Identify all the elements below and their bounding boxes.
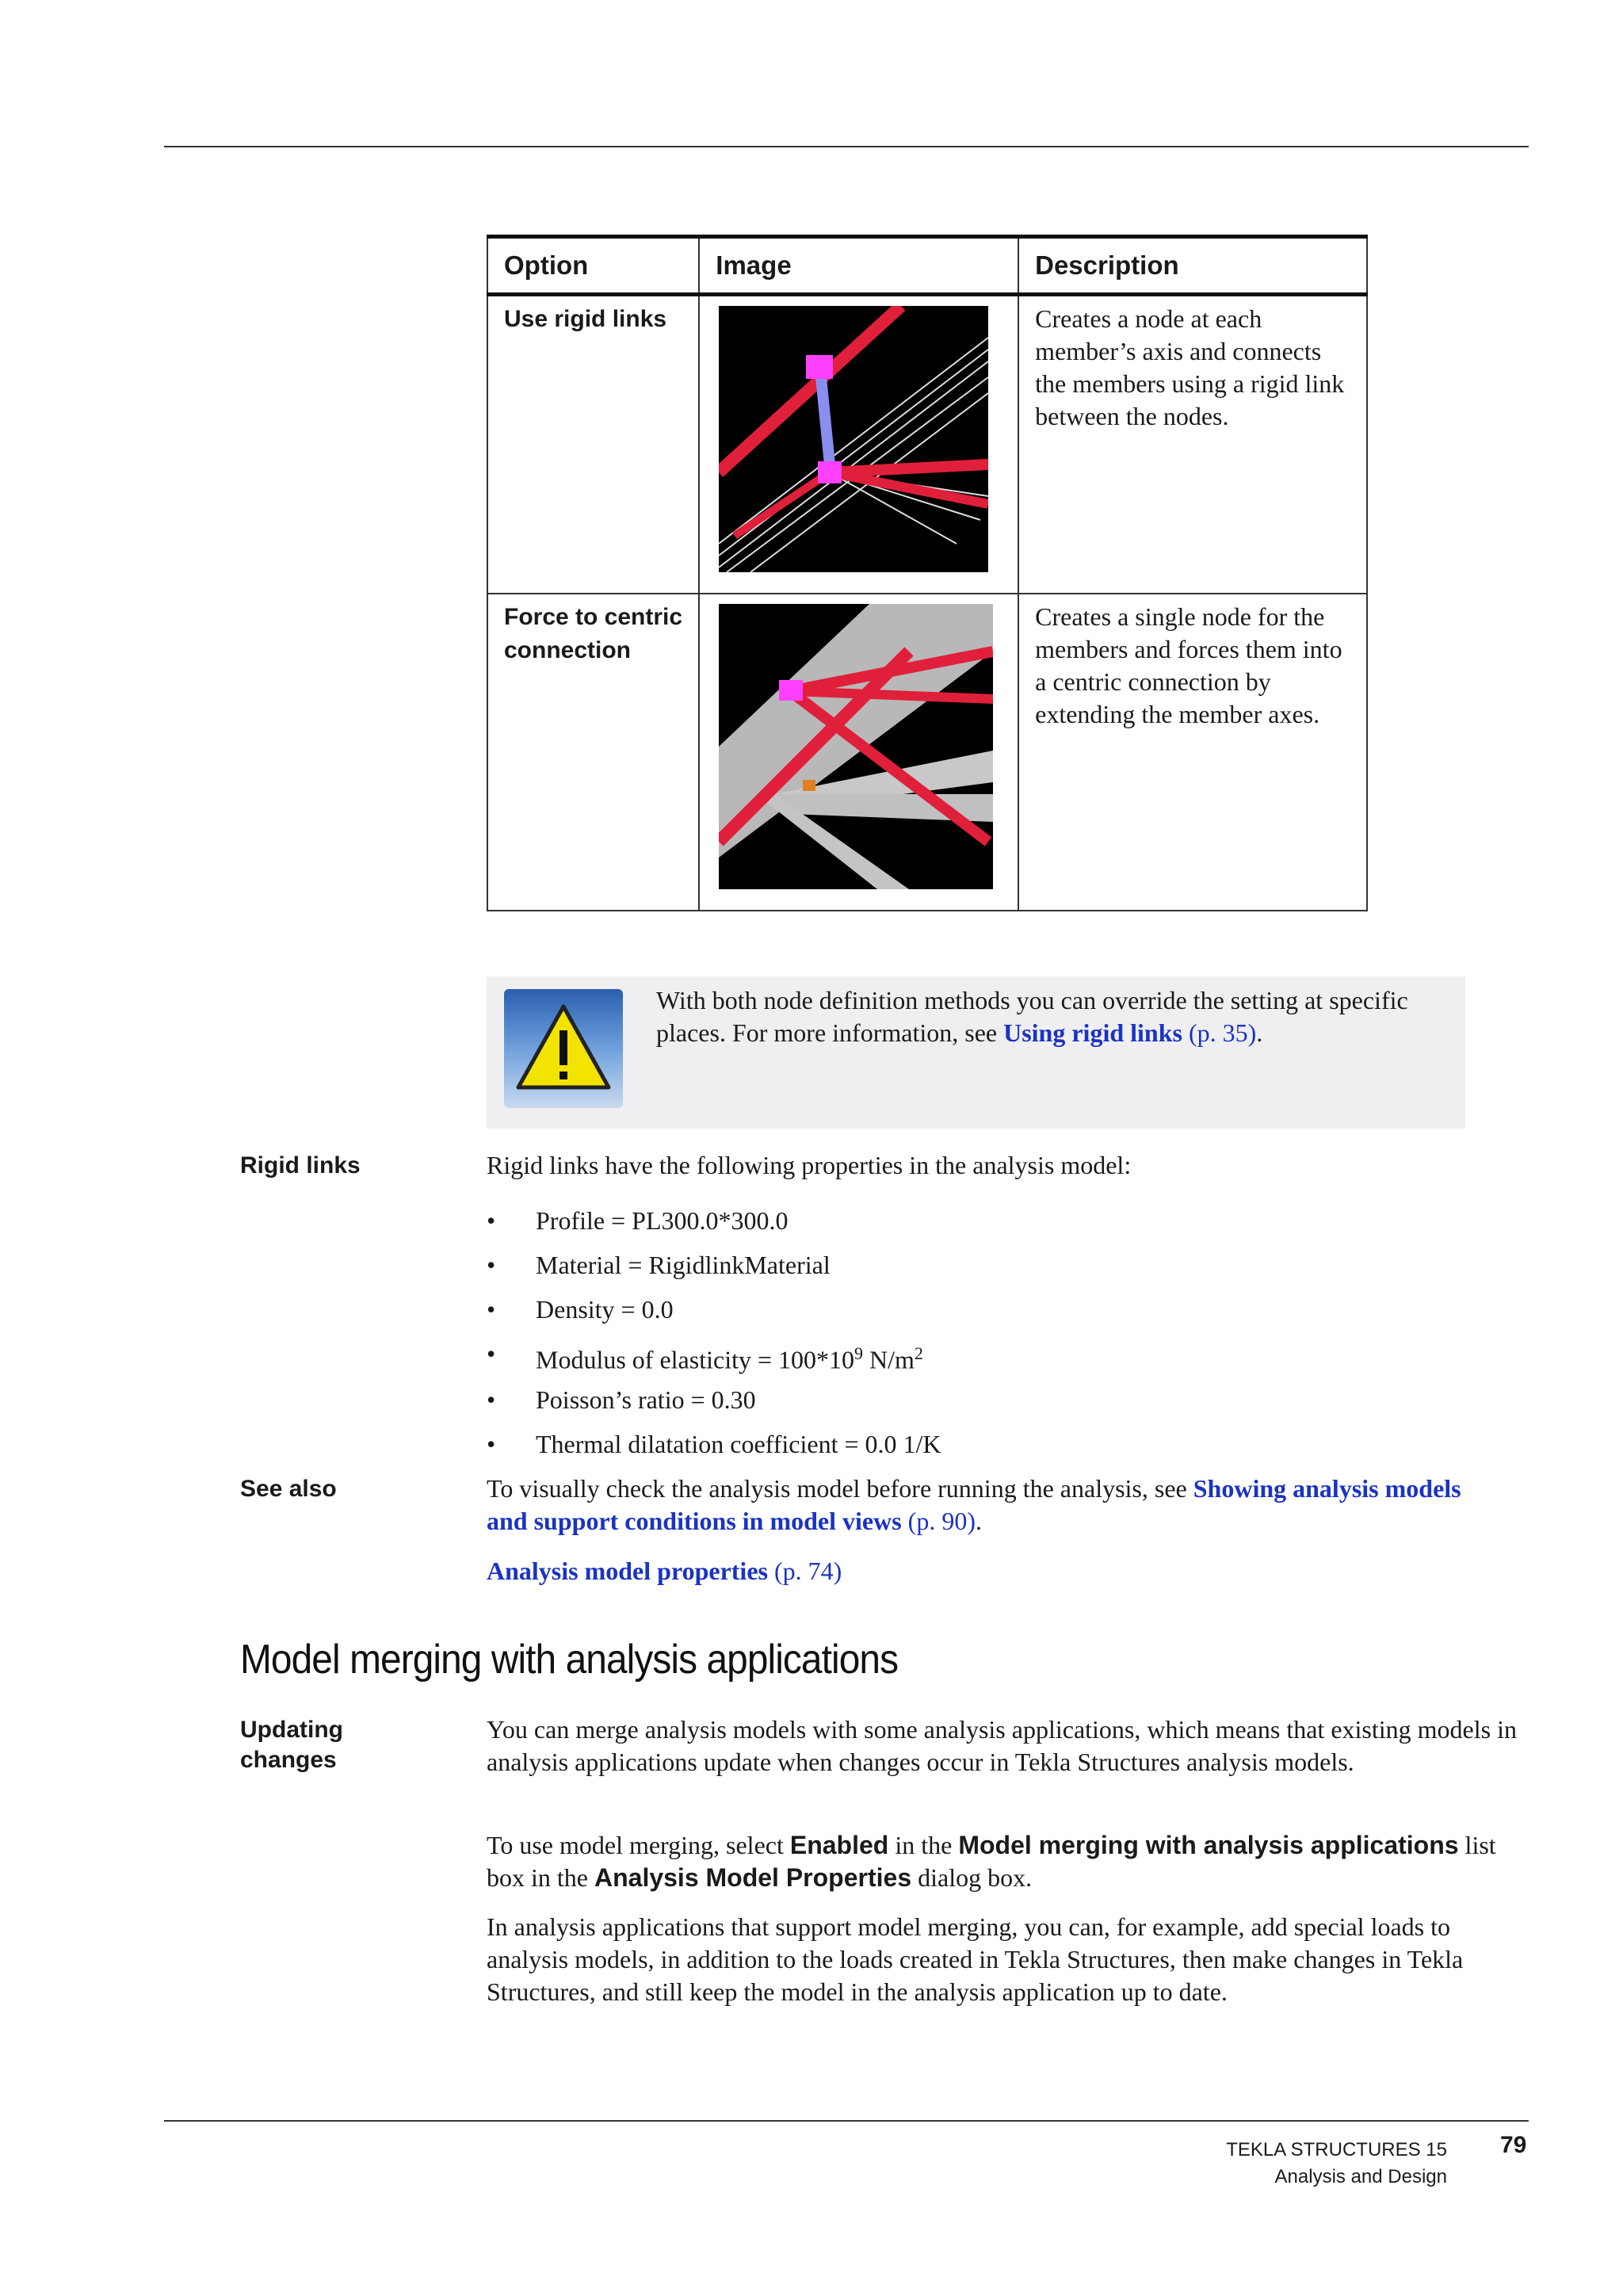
properties-list (487, 1198, 941, 1466)
see-also-body: To visually check the analysis model before running the analysis, see (487, 1474, 1193, 1503)
using-rigid-links-link[interactable]: Using rigid links (1003, 1018, 1182, 1047)
table-header-row (487, 237, 1367, 295)
note-box (487, 976, 1465, 1129)
model-merging-listbox-name: Model merging with analysis applications (958, 1831, 1459, 1859)
side-label-line: Updating (240, 1717, 343, 1743)
rigid-links-model-image (719, 306, 988, 572)
showing-analysis-models-link[interactable]: Showing analysis models and support conditions in model views (487, 1474, 1461, 1535)
see-also-period: . (975, 1507, 982, 1535)
option-name: Force to centric connection (487, 594, 699, 911)
footer-brand (1226, 2137, 1447, 2191)
page-number: 79 (1500, 2132, 1527, 2158)
table-row (487, 295, 1367, 594)
header-option: Option (487, 237, 699, 295)
analysis-model-properties-link[interactable]: Analysis model properties (487, 1557, 768, 1585)
list-item-text: Poisson’s ratio = 0.30 (536, 1385, 756, 1414)
footer-rule (164, 2120, 1529, 2122)
list-item: • Poisson’s ratio = 0.30 (487, 1385, 756, 1414)
header-rule (164, 146, 1529, 147)
page-reference[interactable]: (p. 90) (907, 1507, 976, 1535)
rigid-links-side-label: Rigid links (240, 1152, 361, 1179)
modulus-exponent: 9 (854, 1343, 864, 1363)
merging-paragraph-1: You can merge analysis models with some analysis applications, which means that existing models in analysis applications update when changes occur in Tekla Structures analysis models. (487, 1715, 1517, 1776)
option-name: Use rigid links (487, 295, 699, 594)
guide-subtitle: Analysis and Design (1274, 2166, 1447, 2187)
list-item: • Material = RigidlinkMaterial (487, 1251, 831, 1279)
see-also-side-label: See also (240, 1476, 337, 1502)
para-text: To use model merging, select (487, 1831, 790, 1859)
warning-triangle-icon (504, 989, 623, 1108)
enabled-option-text: Enabled (789, 1831, 889, 1859)
table-row (487, 594, 1367, 911)
modulus-unit: N/m (863, 1345, 915, 1374)
header-description: Description (1018, 237, 1367, 295)
options-table (487, 235, 1368, 911)
page-reference[interactable]: (p. 74) (773, 1557, 842, 1585)
list-item: • Profile = PL300.0*300.0 (487, 1206, 789, 1235)
list-item-text: Thermal dilatation coefficient = 0.0 1/K (536, 1430, 941, 1458)
para-text: list box in the (487, 1831, 1496, 1892)
rigid-links-intro: Rigid links have the following properties in the analysis model: (487, 1151, 1132, 1179)
see-also-text (487, 1473, 1469, 1538)
option-description: Creates a node at each member’s axis and connects the members using a rigid link between the nodes. (1018, 295, 1367, 594)
option-description: Creates a single node for the members and forces them into a centric connection by extending the member axes. (1018, 594, 1367, 911)
warning-icon (504, 989, 623, 1108)
page-reference[interactable]: (p. 35) (1188, 1018, 1257, 1047)
see-also-link-line (487, 1555, 1517, 1587)
modulus-text: Modulus of elasticity = 100*10 (536, 1345, 855, 1374)
list-item-text: Profile = PL300.0*300.0 (536, 1206, 789, 1235)
list-item: • Density = 0.0 (487, 1295, 674, 1324)
side-label-line: changes (240, 1747, 337, 1773)
list-item: • Modulus of elasticity = $100*10^9$ $N/m^2$ (487, 1339, 923, 1374)
unit-exponent: 2 (914, 1343, 923, 1363)
para-text: dialog box. (911, 1863, 1033, 1892)
product-name: TEKLA STRUCTURES 15 (1226, 2139, 1447, 2160)
list-item-text: Material = RigidlinkMaterial (536, 1251, 831, 1279)
list-item-text: Density = 0.0 (536, 1295, 674, 1324)
note-text (656, 984, 1449, 1049)
updating-changes-side-label (240, 1715, 343, 1775)
dialog-name: Analysis Model Properties (594, 1863, 912, 1892)
merging-paragraph-2 (487, 1829, 1517, 1894)
section-heading: Model merging with analysis applications (240, 1637, 899, 1683)
merging-paragraph-3: In analysis applications that support model merging, you can, for example, add special loads to analysis models, in addition to the loads created in Tekla Structures, then make changes in Tekla Structures, and still keep the model in the analysis application up to date. (487, 1912, 1464, 2006)
centric-connection-model-image (719, 604, 993, 889)
note-text-body: With both node definition methods you can override the setting at specific places. For more information, see (656, 986, 1408, 1047)
para-text: in the (888, 1831, 959, 1859)
header-image: Image (699, 237, 1018, 295)
list-item: • Thermal dilatation coefficient = 0.0 1/K (487, 1430, 941, 1458)
note-period: . (1256, 1018, 1263, 1047)
